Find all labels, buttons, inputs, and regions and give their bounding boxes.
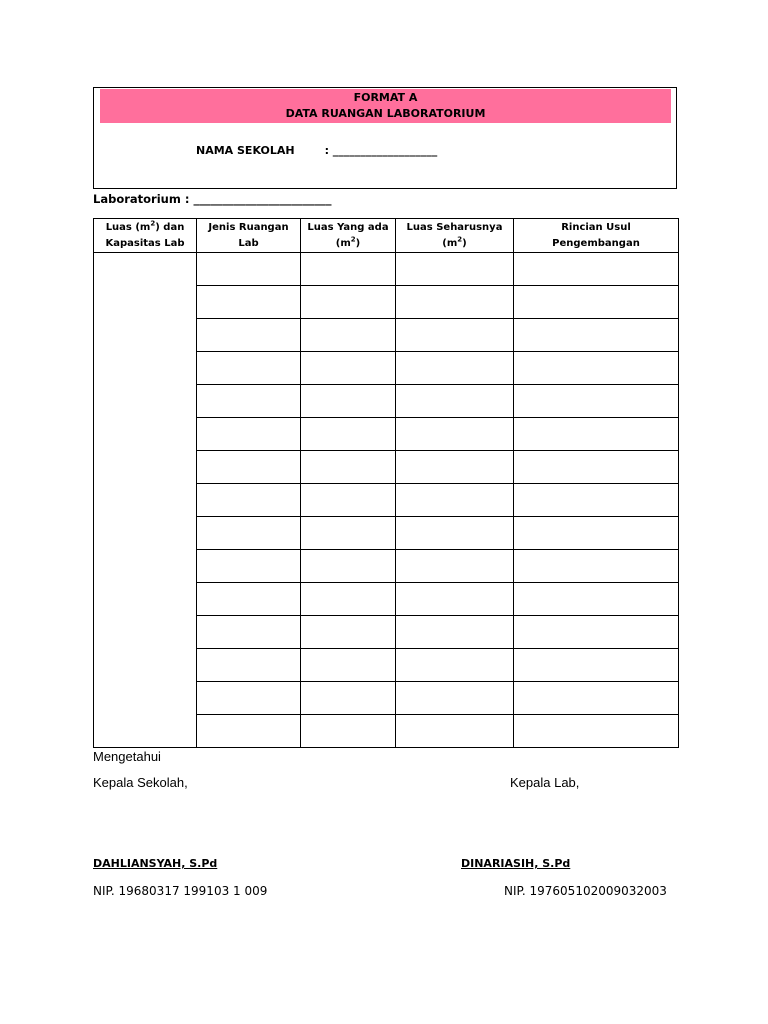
rincian-usul-cell[interactable] [514,385,679,418]
lab-head-title: Kepala Lab, [510,775,580,790]
luas-seharusnya-cell[interactable] [396,715,514,748]
luas-yang-ada-cell[interactable] [301,583,396,616]
luas-yang-ada-cell[interactable] [301,385,396,418]
rincian-usul-cell[interactable] [514,616,679,649]
luas-seharusnya-cell[interactable] [396,319,514,352]
jenis-ruangan-cell[interactable] [197,682,301,715]
luas-yang-ada-cell[interactable] [301,253,396,286]
table-row [94,253,679,286]
title-band [100,89,671,123]
luas-seharusnya-cell[interactable] [396,682,514,715]
principal-name: DAHLIANSYAH, S.Pd [93,857,218,870]
rincian-usul-cell[interactable] [514,418,679,451]
column-header-rincian-usul: Rincian Usul Pengembangan [514,219,679,253]
principal-nip: NIP. 19680317 199103 1 009 [93,884,268,898]
luas-seharusnya-cell[interactable] [396,418,514,451]
rincian-usul-cell[interactable] [514,550,679,583]
jenis-ruangan-cell[interactable] [197,286,301,319]
jenis-ruangan-cell[interactable] [197,451,301,484]
rincian-usul-cell[interactable] [514,286,679,319]
lab-head-name: DINARIASIH, S.Pd [461,857,571,870]
rincian-usul-cell[interactable] [514,715,679,748]
luas-yang-ada-cell[interactable] [301,616,396,649]
rincian-usul-cell[interactable] [514,253,679,286]
rincian-usul-cell[interactable] [514,352,679,385]
luas-seharusnya-cell[interactable] [396,550,514,583]
table-header-row [94,219,679,253]
school-name-label: NAMA SEKOLAH [196,144,295,157]
jenis-ruangan-cell[interactable] [197,649,301,682]
luas-yang-ada-cell[interactable] [301,550,396,583]
jenis-ruangan-cell[interactable] [197,517,301,550]
luas-yang-ada-cell[interactable] [301,451,396,484]
luas-seharusnya-cell[interactable] [396,484,514,517]
luas-yang-ada-cell[interactable] [301,286,396,319]
luas-seharusnya-cell[interactable] [396,583,514,616]
form-subtitle: DATA RUANGAN LABORATORIUM [285,107,486,120]
jenis-ruangan-cell[interactable] [197,352,301,385]
luas-yang-ada-cell[interactable] [301,319,396,352]
jenis-ruangan-cell[interactable] [197,583,301,616]
luas-yang-ada-cell[interactable] [301,715,396,748]
luas-yang-ada-cell[interactable] [301,484,396,517]
column-header-luas-yang-ada: Luas Yang ada $(m^2)$ [301,219,396,253]
column-header-luas-kapasitas: Luas $(m^2)$ dan Kapasitas Lab [94,219,197,253]
acknowledge-text: Mengetahui [93,749,161,764]
column-header-jenis-ruangan: Jenis Ruangan Lab [197,219,301,253]
jenis-ruangan-cell[interactable] [197,715,301,748]
luas-seharusnya-cell[interactable] [396,286,514,319]
rincian-usul-cell[interactable] [514,319,679,352]
principal-title: Kepala Sekolah, [93,775,188,790]
rincian-usul-cell[interactable] [514,649,679,682]
luas-yang-ada-cell[interactable] [301,517,396,550]
luas-seharusnya-cell[interactable] [396,253,514,286]
luas-yang-ada-cell[interactable] [301,649,396,682]
luas-yang-ada-cell[interactable] [301,682,396,715]
table-body [94,253,679,748]
luas-kapasitas-cell[interactable] [94,253,197,748]
luas-seharusnya-cell[interactable] [396,649,514,682]
form-title: FORMAT A [353,91,418,104]
rincian-usul-cell[interactable] [514,484,679,517]
rincian-usul-cell[interactable] [514,583,679,616]
jenis-ruangan-cell[interactable] [197,616,301,649]
school-name-blank: : ___________________ [324,144,438,157]
rincian-usul-cell[interactable] [514,451,679,484]
luas-seharusnya-cell[interactable] [396,451,514,484]
luas-yang-ada-cell[interactable] [301,418,396,451]
luas-seharusnya-cell[interactable] [396,385,514,418]
luas-seharusnya-cell[interactable] [396,352,514,385]
jenis-ruangan-cell[interactable] [197,484,301,517]
rincian-usul-cell[interactable] [514,517,679,550]
luas-yang-ada-cell[interactable] [301,352,396,385]
jenis-ruangan-cell[interactable] [197,319,301,352]
lab-data-table [93,218,679,748]
form-header-box [93,87,677,189]
luas-seharusnya-cell[interactable] [396,517,514,550]
laboratorium-line: Laboratorium : ________________________ [93,192,332,206]
luas-seharusnya-cell[interactable] [396,616,514,649]
column-header-luas-seharusnya: Luas Seharusnya $(m^2)$ [396,219,514,253]
jenis-ruangan-cell[interactable] [197,418,301,451]
jenis-ruangan-cell[interactable] [197,550,301,583]
school-name-line [196,144,437,157]
rincian-usul-cell[interactable] [514,682,679,715]
jenis-ruangan-cell[interactable] [197,253,301,286]
jenis-ruangan-cell[interactable] [197,385,301,418]
lab-head-nip: NIP. 197605102009032003 [504,884,667,898]
